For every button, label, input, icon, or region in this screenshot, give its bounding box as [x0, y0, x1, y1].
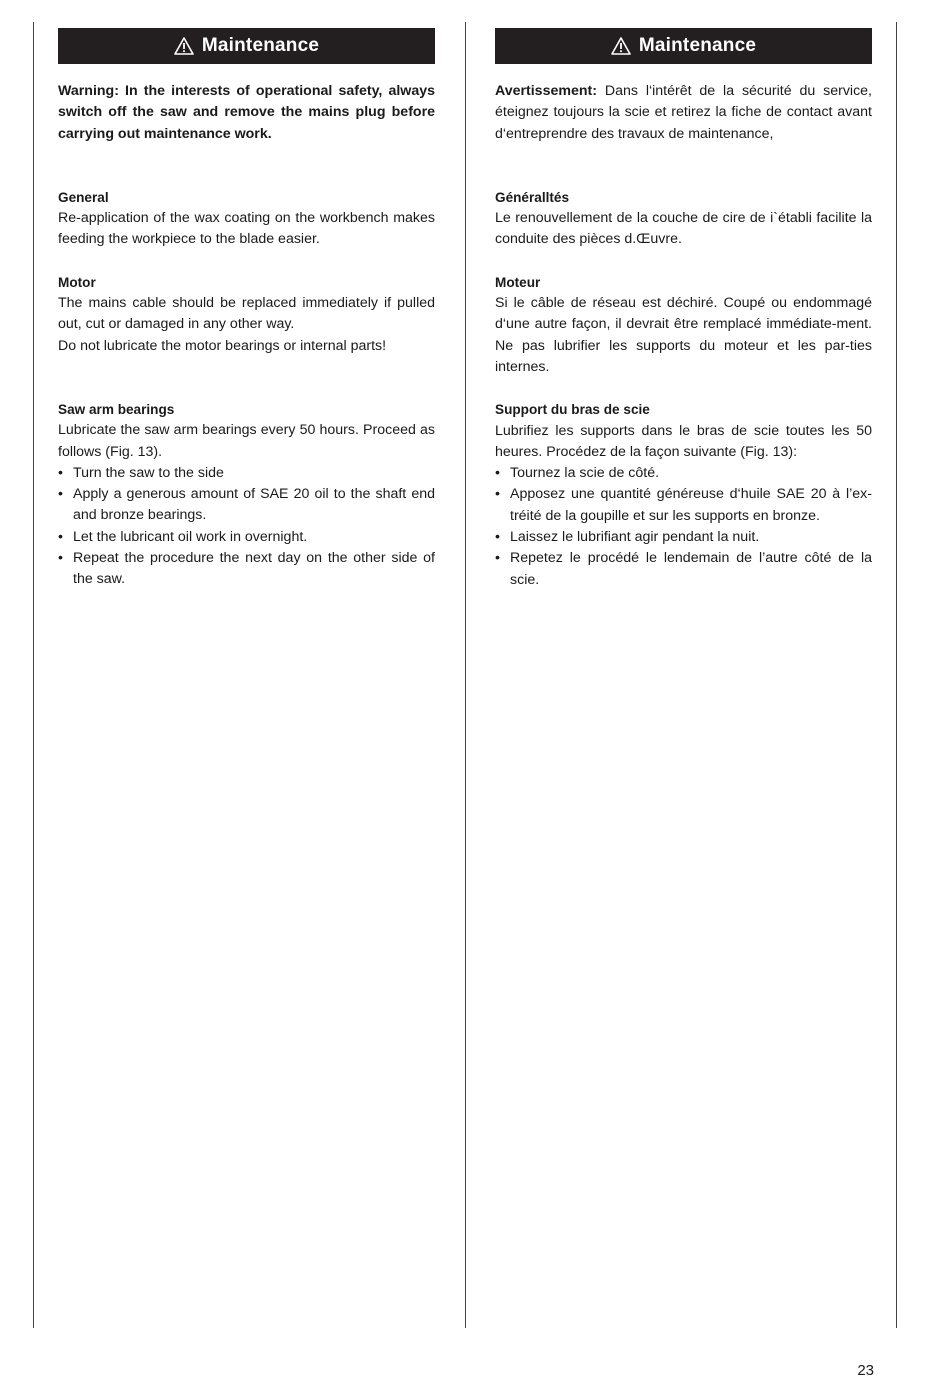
list-item: • Apply a generous amount of SAE 20 oil to the shaft end and bronze bearings.	[58, 484, 435, 527]
section-text: Do not lubricate the motor bearings or internal parts!	[58, 337, 387, 354]
safety-warning	[495, 81, 872, 145]
motor-section	[495, 272, 872, 378]
section-text: Re-application of the wax coating on the workbench makes feeding the workpiece to the blade easier.	[58, 210, 435, 248]
list-item: • Let the lubricant oil work in overnight.	[58, 527, 435, 548]
left-margin-rule	[33, 22, 34, 1328]
warning-icon	[611, 37, 631, 55]
section-heading: Support du bras de scie	[495, 402, 650, 418]
section-heading: Saw arm bearings	[58, 401, 175, 417]
saw-arm-bearings-section	[495, 399, 872, 591]
list-item: • Repetez le procédé le lendemain de l’autre côté de la scie.	[495, 548, 872, 591]
page-number: 23	[857, 1362, 874, 1379]
procedure-list	[58, 463, 435, 591]
warning-label: Avertissement:	[495, 83, 597, 99]
saw-arm-bearings-section	[58, 399, 435, 591]
maintenance-header-en	[58, 28, 435, 64]
procedure-list	[495, 463, 872, 591]
section-text: The mains cable should be replaced immediately if pulled out, cut or damaged in any other way.	[58, 295, 435, 333]
section-heading: Généralltés	[495, 189, 570, 205]
safety-warning: Warning: In the interests of operational safety, always switch off the saw and remove the mains plug before carrying out maintenance work.	[58, 83, 435, 142]
list-item: • Repeat the procedure the next day on the other side of the saw.	[58, 548, 435, 591]
list-item: • Apposez une quantité généreuse d‘huile SAE 20 à l’ex-tréité de la goupille et sur les supports en bronze.	[495, 484, 872, 527]
right-margin-rule	[896, 22, 897, 1328]
english-column	[58, 28, 435, 591]
list-item: • Laissez le lubrifiant agir pendant la nuit.	[495, 527, 872, 548]
section-text: Si le câble de réseau est déchiré. Coupé ou endommagé d‘une autre façon, il devrait être remplacé immédiate-ment. Ne pas lubrifier les supports du moteur et les par-ties internes.	[495, 295, 872, 375]
header-title: Maintenance	[638, 35, 757, 57]
french-column	[495, 28, 872, 591]
section-heading: Motor	[58, 274, 96, 290]
general-section	[58, 187, 435, 251]
center-column-rule	[465, 22, 466, 1328]
section-heading: Moteur	[495, 274, 541, 290]
list-item: • Turn the saw to the side	[58, 463, 435, 484]
section-text: Lubrifiez les supports dans le bras de scie toutes les 50 heures. Procédez de la façon suivante (Fig. 13):	[495, 422, 872, 460]
general-section	[495, 187, 872, 251]
header-title: Maintenance	[201, 35, 320, 57]
section-text: Le renouvellement de la couche de cire de i`établi facilite la conduite des pièces d.Œuvre.	[495, 210, 872, 248]
warning-icon	[174, 37, 194, 55]
section-text: Lubricate the saw arm bearings every 50 hours. Proceed as follows (Fig. 13).	[58, 422, 435, 460]
list-item: • Tournez la scie de côté.	[495, 463, 872, 484]
warning-text: Dans l‘intérêt de la sécurité du service, éteignez toujours la scie et retirez la fiche de contact avant d‘entreprendre des travaux de maintenance,	[495, 83, 872, 142]
section-heading: General	[58, 189, 109, 205]
maintenance-header-fr	[495, 28, 872, 64]
motor-section	[58, 272, 435, 357]
